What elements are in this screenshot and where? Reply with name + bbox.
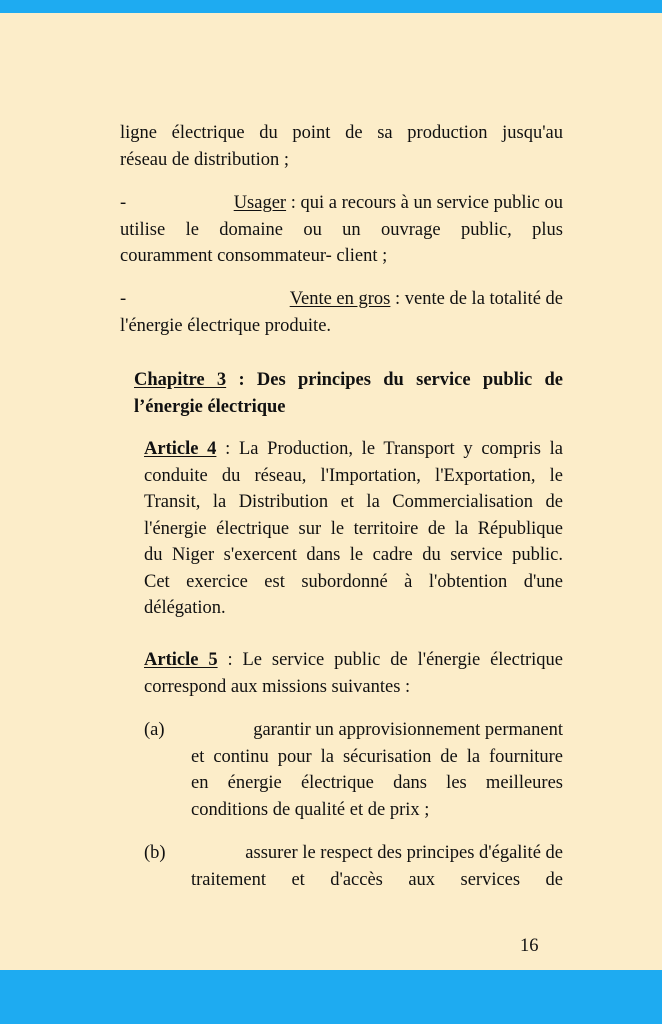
text-line: garantir un approvisionnement permanent (253, 720, 563, 740)
definition-usager (120, 190, 563, 270)
list-item-b (144, 840, 563, 893)
text-line: en énergie électrique dans les meilleures (191, 773, 563, 793)
article-label: Article 4 (144, 439, 217, 459)
chapter-title: : Des principes du service public de (226, 370, 564, 390)
text-line: et continu pour la sécurisation de la fourniture (191, 746, 563, 767)
article-label: Article 5 (144, 650, 218, 670)
list-marker: (a) (144, 720, 165, 740)
text-line: délégation. (144, 598, 226, 618)
text-line: : La Production, le Transport y compris la (216, 439, 563, 459)
text-line: conduite du réseau, l'Importation, l'Exportation, le (144, 465, 563, 486)
list-item-a (144, 717, 563, 823)
text-line: réseau de distribution ; (120, 149, 290, 170)
text-line: l'énergie électrique sur le territoire de la République (144, 518, 563, 539)
chapter-heading (134, 367, 563, 420)
article-4 (144, 436, 563, 622)
text-line: ligne électrique du point de sa production jusqu'au (120, 123, 563, 143)
text-line: : Le service public de l'énergie électrique (217, 650, 563, 670)
definition-term: Usager (233, 193, 287, 213)
bottom-band (0, 970, 662, 1024)
chapter-title: l’énergie électrique (134, 396, 286, 417)
text-line: Transit, la Distribution et la Commercialisation de (144, 492, 563, 512)
text-line: : vente de la totalité de (390, 289, 563, 309)
text-line: l'énergie électrique produite. (120, 315, 332, 336)
list-marker: (b) (144, 843, 166, 863)
article-5 (144, 647, 563, 700)
text-line: conditions de qualité et de prix ; (191, 799, 430, 820)
paragraph-continuation (120, 120, 563, 173)
text-line: du Niger s'exercent dans le cadre du service public. (144, 545, 563, 565)
top-band (0, 0, 662, 13)
text-line: traitement et d'accès aux services de (191, 869, 563, 890)
text-line: correspond aux missions suivantes : (144, 676, 411, 697)
text-line: utilise le domaine ou un ouvrage public, plus (120, 219, 563, 240)
definition-vente-en-gros (120, 286, 563, 339)
text-line: : qui a recours à un service public ou (286, 193, 563, 213)
text-line: Cet exercice est subordonné à l'obtention d'une (144, 571, 563, 592)
definition-term: Vente en gros (289, 289, 391, 309)
text-line: assurer le respect des principes d'égalité de (245, 843, 563, 863)
chapter-label: Chapitre 3 (134, 370, 227, 390)
page-number: 16 (520, 936, 539, 956)
bullet-dash: - (120, 289, 127, 309)
text-line: couramment consommateur- client ; (120, 246, 388, 266)
bullet-dash: - (120, 193, 127, 213)
